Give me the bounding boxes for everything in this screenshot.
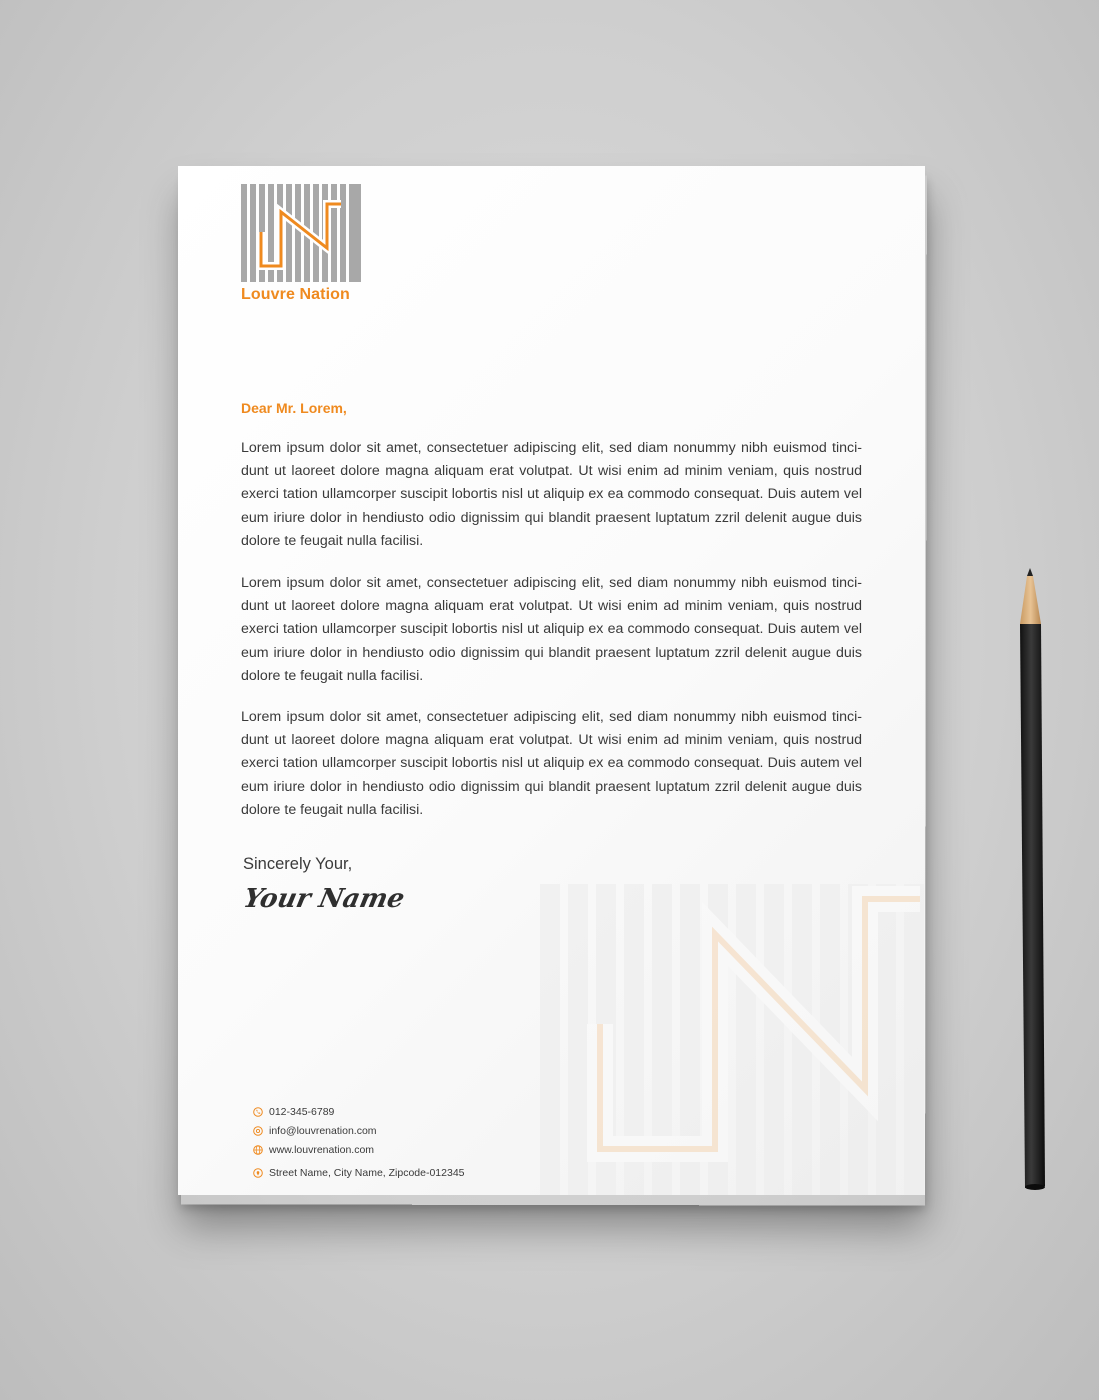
contact-website-text: www.louvrenation.com xyxy=(269,1143,375,1156)
contact-address-text: Street Name, City Name, Zipcode-012345 xyxy=(269,1166,465,1179)
contact-phone-text: 012-345-6789 xyxy=(269,1105,335,1118)
brand-name: Louvre Nation xyxy=(241,286,350,303)
pencil-decoration xyxy=(1010,566,1050,1191)
signature: Your Name xyxy=(240,884,408,914)
salutation: Dear Mr. Lorem, xyxy=(241,400,347,416)
phone-icon xyxy=(253,1107,263,1117)
email-icon xyxy=(253,1126,263,1136)
closing-line: Sincerely Your, xyxy=(243,855,353,873)
letterhead-paper xyxy=(178,166,925,1195)
brand-logo xyxy=(241,184,361,282)
body-paragraph-1: Lorem ipsum dolor sit amet, consectetuer adipiscing elit, sed diam nonummy nibh euismod tinci-dunt ut laoreet dolore magna aliquam erat volutpat. Ut wisi enim ad minim veniam, quis nostrud exerci tation ullamcorper suscipit lobortis nisl ut aliquip ex ea commodo consequat. Duis autem vel eum iriure dolor in hendiusto odio dignissim qui blandit praesent luptatum zzril delenit augue duis dolore te feugait nulla facilisi. xyxy=(241,440,862,549)
contact-email xyxy=(253,1121,465,1140)
body-paragraph-3: Lorem ipsum dolor sit amet, consectetuer adipiscing elit, sed diam nonummy nibh euismod tinci-dunt ut laoreet dolore magna aliquam erat volutpat. Ut wisi enim ad minim veniam, quis nostrud exerci tation ullamcorper suscipit lobortis nisl ut aliquip ex ea commodo consequat. Duis autem vel eum iriure dolor in hendiusto odio dignissim qui blandit praesent luptatum zzril delenit augue duis dolore te feugait nulla facilisi. xyxy=(241,709,862,818)
contact-phone xyxy=(253,1102,465,1121)
contact-email-text: info@louvrenation.com xyxy=(269,1124,377,1137)
logo-watermark xyxy=(540,884,925,1195)
contact-address xyxy=(253,1163,465,1182)
contact-website xyxy=(253,1140,465,1159)
contact-block xyxy=(253,1102,465,1182)
globe-icon xyxy=(253,1145,263,1155)
location-pin-icon xyxy=(253,1168,263,1178)
body-paragraph-2: Lorem ipsum dolor sit amet, consectetuer adipiscing elit, sed diam nonummy nibh euismod tinci-dunt ut laoreet dolore magna aliquam erat volutpat. Ut wisi enim ad minim veniam, quis nostrud exerci tation ullamcorper suscipit lobortis nisl ut aliquip ex ea commodo consequat. Duis autem vel eum iriure dolor in hendiusto odio dignissim qui blandit praesent luptatum zzril delenit augue duis dolore te feugait nulla facilisi. xyxy=(241,575,862,684)
